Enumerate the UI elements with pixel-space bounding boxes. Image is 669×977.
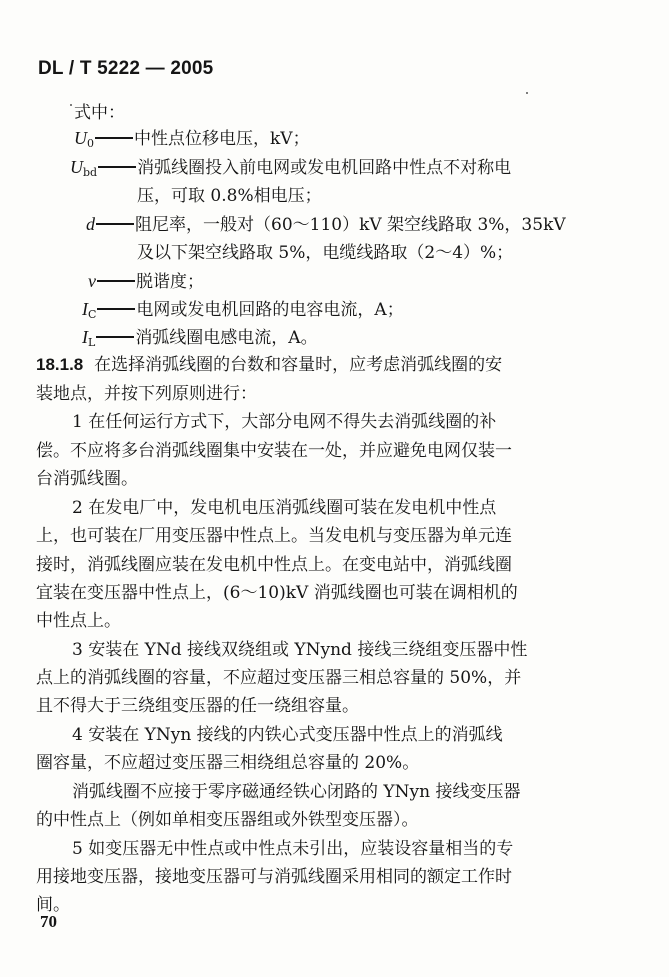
body-line: 2 在发电厂中，发电机电压消弧线圈可装在发电机中性点 [72,498,497,518]
body-line: 圈容量，不应超过变压器三相绕组总容量的 20%。 [36,753,420,773]
body-line: 偿。不应将多台消弧线圈集中安装在一处，并应避免电网仅装一 [36,441,512,461]
definition-text: 阻尼率，一般对（60～110）kV 架空线路取 3%，35kV [135,215,566,235]
em-dash-rule [96,336,134,338]
body-line: 点上的消弧线圈的容量，不应超过变压器三相总容量的 50%，并 [36,668,522,688]
definition-text: 消弧线圈投入前电网或发电机回路中性点不对称电 [137,158,512,178]
definition-text: 电网或发电机回路的电容电流，A； [136,300,404,320]
definition-v [88,269,204,293]
em-dash-rule [97,308,135,310]
definition-d [86,212,566,236]
standard-header: DL / T 5222 — 2005 [38,58,214,79]
definition-continuation: 及以下架空线路取 5%，电缆线路取（2～4）%； [137,243,514,263]
symbol: U [74,128,87,148]
symbol: I [82,327,88,347]
body-line: 用接地变压器，接地变压器可与消弧线圈采用相同的额定工作时 [36,867,512,887]
subscript: bd [83,166,98,179]
definition-ic [82,297,404,321]
em-dash-rule [95,137,133,139]
body-line: 1 在任何运行方式下，大部分电网不得失去消弧线圈的补 [72,412,497,432]
subscript: L [88,336,96,349]
where-label: 式中： [74,103,125,123]
body-line: 4 安装在 YNyn 接线的内铁心式变压器中性点上的消弧线 [72,725,503,745]
scan-speck [70,104,72,106]
body-line: 的中性点上（例如单相变压器组或外铁型变压器）。 [36,810,419,830]
em-dash-rule [98,166,136,168]
symbol: d [86,214,95,234]
definition-text: 消弧线圈电感电流，A。 [135,328,318,348]
subscript: C [88,308,97,321]
body-line: 宜装在变压器中性点上，(6～10)kV 消弧线圈也可装在调相机的 [36,583,518,603]
body-line: 间。 [36,895,70,915]
body-line: 装地点，并按下列原则进行： [36,384,257,404]
symbol: I [82,299,88,319]
body-line: 且不得大于三绕组变压器的任一绕组容量。 [36,696,359,716]
definition-text: 脱谐度； [136,272,204,292]
body-line: 在选择消弧线圈的台数和容量时，应考虑消弧线圈的安 [94,355,503,375]
definition-ubd [70,155,511,179]
definition-continuation: 压，可取 0.8%相电压； [137,186,322,206]
body-line: 中性点上。 [36,611,121,631]
definition-u0 [74,126,310,150]
scan-speck [526,92,528,94]
em-dash-rule [96,223,134,225]
body-line: 3 安装在 YNd 接线双绕组或 YNynd 接线三绕组变压器中性 [72,640,528,660]
body-line: 消弧线圈不应接于零序磁通经铁心闭路的 YNyn 接线变压器 [72,782,521,802]
page-number: 70 [40,912,57,931]
body-line: 5 如变压器无中性点或中性点未引出，应装设容量相当的专 [72,839,514,859]
body-line: 接时，消弧线圈应装在发电机中性点上。在变电站中，消弧线圈 [36,555,512,575]
clause-first-line [36,353,502,377]
em-dash-rule [97,280,135,282]
definition-text: 中性点位移电压，kV； [134,129,310,149]
definition-il [82,325,318,349]
subscript: 0 [87,137,94,150]
symbol: U [70,157,83,177]
clause-number: 18.1.8 [36,355,84,374]
symbol: v [88,271,96,291]
body-line: 上，也可装在厂用变压器中性点上。当发电机与变压器为单元连 [36,526,512,546]
body-line: 台消弧线圈。 [36,469,138,489]
